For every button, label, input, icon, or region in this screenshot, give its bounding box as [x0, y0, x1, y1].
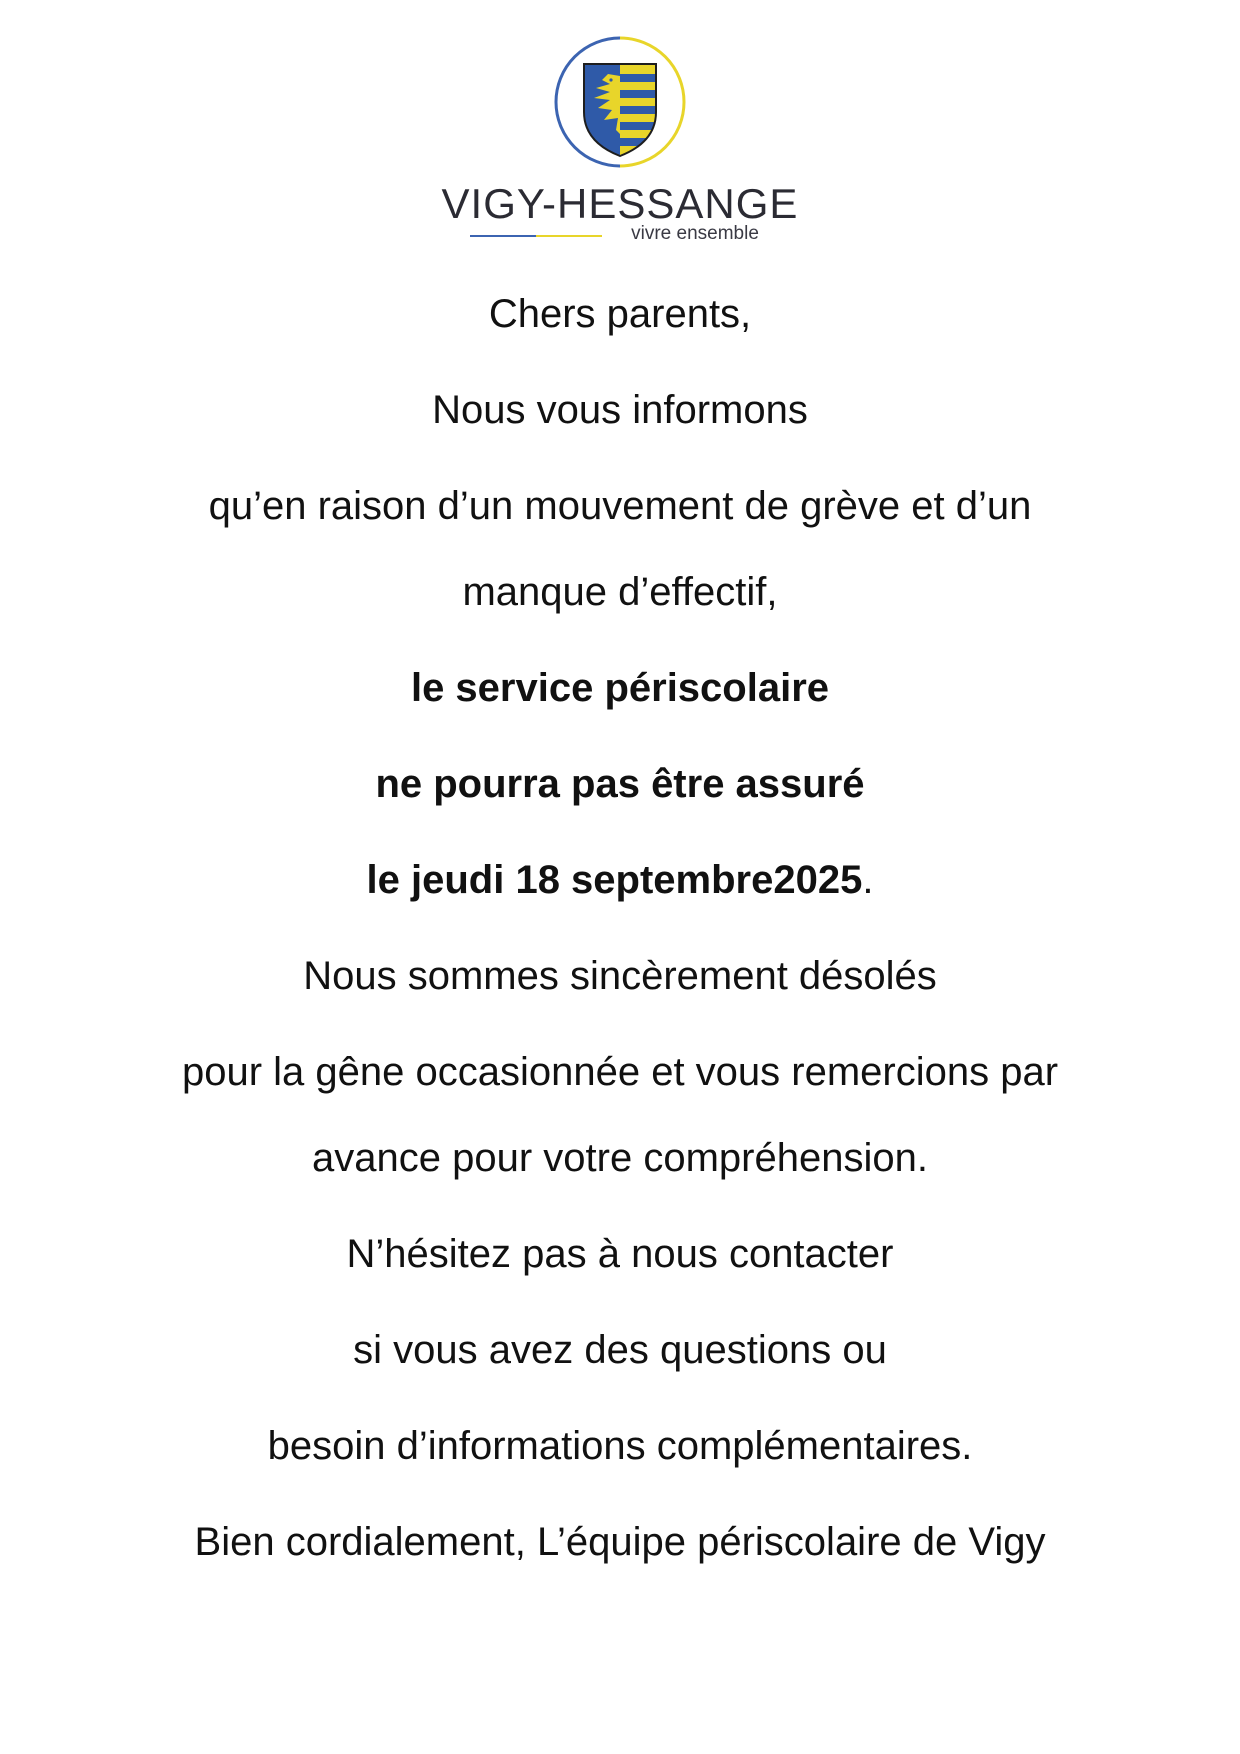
tagline-underline-blue [470, 235, 536, 237]
town-tagline: vivre ensemble [631, 223, 759, 244]
notice-line-6: avance pour votre compréhension. [312, 1136, 928, 1180]
town-name: VIGY-HESSANGE [441, 180, 799, 227]
notice-date: le jeudi 18 septembre2025 [366, 858, 863, 902]
town-logo [430, 34, 810, 254]
notice-line-8: si vous avez des questions ou [353, 1328, 887, 1372]
notice-line-2: qu’en raison d’un mouvement de grève et d’un [208, 484, 1032, 528]
notice-date-line [0, 856, 1240, 904]
notice-line-9: besoin d’informations complémentaires. [267, 1424, 973, 1468]
notice-bold-2: ne pourra pas être assuré [375, 762, 865, 806]
notice-date-period: . [862, 858, 874, 902]
closing-signature: Bien cordialement, L’équipe périscolaire de Vigy [194, 1520, 1046, 1564]
notice-line-1: Nous vous informons [432, 388, 808, 432]
greeting: Chers parents, [488, 292, 752, 336]
notice-bold-1: le service périscolaire [410, 666, 830, 710]
tagline-underline-yellow [536, 235, 602, 237]
notice-line-7: N’hésitez pas à nous contacter [346, 1232, 894, 1276]
notice-line-3: manque d’effectif, [462, 570, 778, 614]
notice-line-4: Nous sommes sincèrement désolés [303, 954, 937, 998]
notice-line-5: pour la gêne occasionnée et vous remercions par [181, 1050, 1059, 1094]
coat-of-arms-icon [430, 34, 810, 174]
